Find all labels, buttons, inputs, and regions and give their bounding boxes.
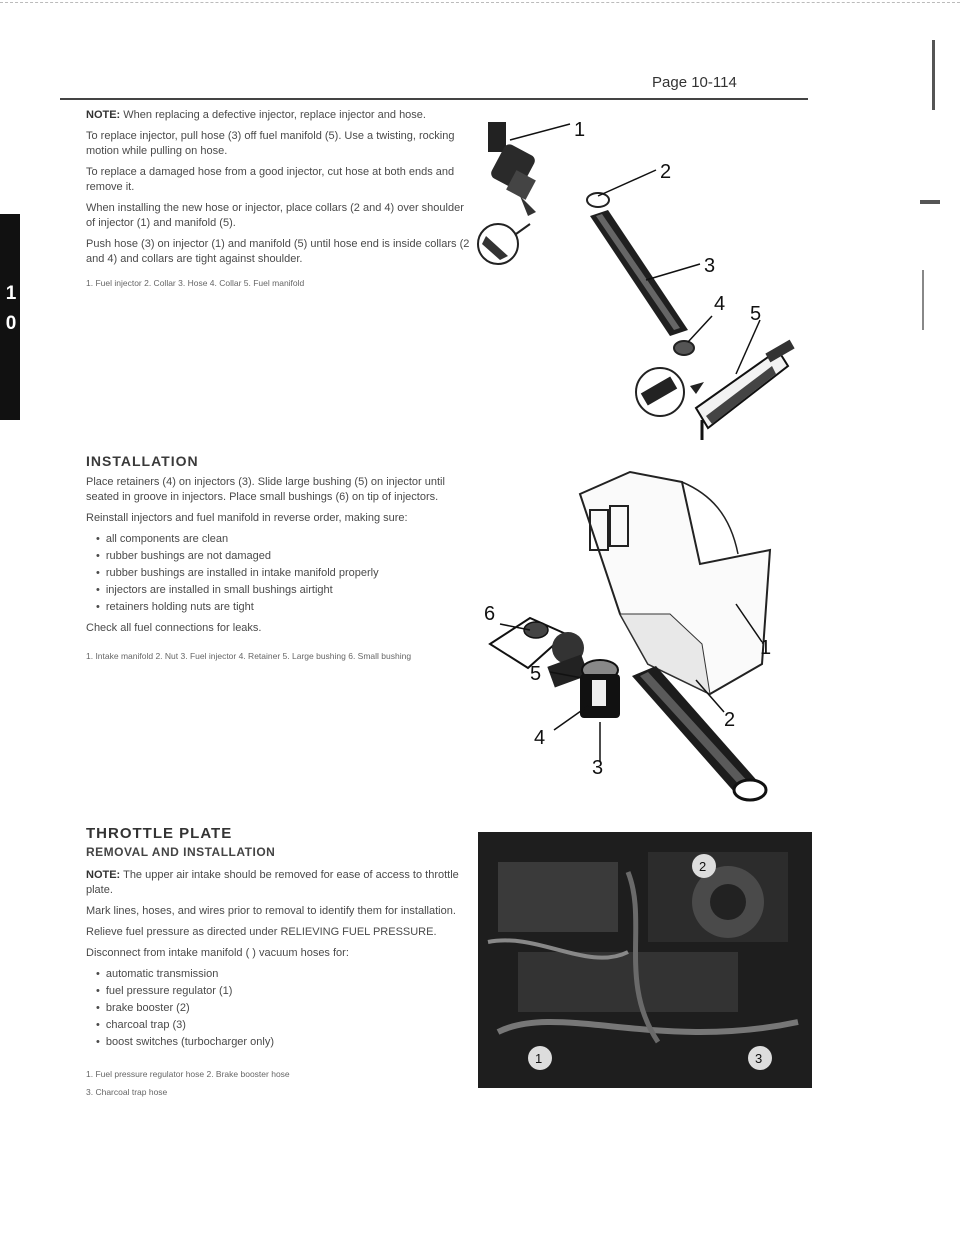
collar-detail-circle xyxy=(478,224,530,264)
callout-label: 2 xyxy=(699,859,707,874)
figure-caption: 1. Fuel injector 2. Collar 3. Hose 4. Collar 5. Fuel manifold xyxy=(86,278,305,288)
right-margin-mark xyxy=(922,270,924,330)
intake-manifold-illustration xyxy=(470,454,810,806)
figure-caption: 1. Intake manifold 2. Nut 3. Fuel injector 4. Retainer 5. Large bushing 6. Small bushing xyxy=(86,651,412,661)
callout-label: 2 xyxy=(724,709,736,731)
callout-label: 1 xyxy=(760,637,772,659)
header-rule xyxy=(60,98,808,100)
installation-text-block xyxy=(86,454,470,668)
paragraph: Mark lines, hoses, and wires prior to removal to identify them for installation. xyxy=(86,905,456,917)
hose-drawing xyxy=(590,210,688,336)
paragraph: Disconnect from intake manifold ( ) vacuum hoses for: xyxy=(86,947,349,959)
throttle-note xyxy=(86,868,470,898)
right-margin-mark xyxy=(920,200,940,204)
bullet-list xyxy=(86,532,470,615)
paragraph: Push hose (3) on injector (1) and manifold (5) until hose end is inside collars (2 and 4) and collars are tight against shoulder. xyxy=(86,238,470,265)
fuel-injector-drawing xyxy=(488,122,537,216)
list-item: • automatic transmission xyxy=(96,967,470,982)
callout-label: 1 xyxy=(535,1051,543,1066)
paragraph: Place retainers (4) on injectors (3). Slide large bushing (5) on injector until seated in groove in injectors. Place small bushings (6) on tip of injectors. xyxy=(86,476,445,503)
paragraph: To replace a damaged hose from a good injector, cut hose at both ends and remove it. xyxy=(86,166,455,193)
collar-drawing xyxy=(674,341,694,355)
list-item: • boost switches (turbocharger only) xyxy=(96,1035,470,1050)
callout-label: 5 xyxy=(530,663,542,685)
injector-text-block xyxy=(86,108,470,295)
paragraph: To replace injector, pull hose (3) off fuel manifold (5). Use a twisting, rocking motion while pulling on hose. xyxy=(86,130,455,157)
throttle-text-block xyxy=(86,826,470,1104)
note-text: When replacing a defective injector, replace injector and hose. xyxy=(123,109,426,121)
callout-label: 4 xyxy=(714,293,726,315)
callout-label: 6 xyxy=(484,603,496,625)
callout-label: 1 xyxy=(574,119,586,141)
figure-caption: 1. Fuel pressure regulator hose 2. Brake booster hose xyxy=(86,1069,290,1079)
bullet-list xyxy=(86,967,470,1050)
injector-hose-illustration xyxy=(470,104,810,444)
list-item: • injectors are installed in small bushings airtight xyxy=(96,583,470,598)
manifold-detail-circle xyxy=(636,368,704,416)
section-heading: THROTTLE PLATE xyxy=(86,825,233,842)
section-heading: INSTALLATION xyxy=(86,453,199,469)
callout-label: 3 xyxy=(592,757,604,779)
engine-photo xyxy=(478,832,812,1088)
callout-label: 3 xyxy=(704,255,716,277)
list-item: • brake booster (2) xyxy=(96,1001,470,1016)
list-item: • all components are clean xyxy=(96,532,470,547)
scan-edge-line xyxy=(0,2,960,3)
callout-label: 4 xyxy=(534,727,546,749)
page-number: Page 10-114 xyxy=(652,74,737,91)
callout-label: 2 xyxy=(660,161,672,183)
list-item: • rubber bushings are not damaged xyxy=(96,549,470,564)
paragraph: Check all fuel connections for leaks. xyxy=(86,622,262,634)
injector-note xyxy=(86,108,470,123)
list-item: • charcoal trap (3) xyxy=(96,1018,470,1033)
section-tab xyxy=(0,214,20,420)
list-item: • fuel pressure regulator (1) xyxy=(96,984,470,999)
collar-drawing xyxy=(587,193,609,207)
paragraph: When installing the new hose or injector, place collars (2 and 4) over shoulder of injector (1) and manifold (5). xyxy=(86,202,464,229)
list-item: • retainers holding nuts are tight xyxy=(96,600,470,615)
right-margin-bar xyxy=(932,40,935,110)
section-tab-digit: 0 xyxy=(5,313,17,334)
callout-label: 5 xyxy=(750,303,762,325)
callout-label: 3 xyxy=(755,1051,763,1066)
note-label: NOTE: xyxy=(86,109,121,121)
section-tab-digit: 1 xyxy=(5,283,17,304)
paragraph: Relieve fuel pressure as directed under RELIEVING FUEL PRESSURE. xyxy=(86,926,437,938)
fuel-injector-drawing xyxy=(580,674,620,718)
figure-caption: 3. Charcoal trap hose xyxy=(86,1087,168,1097)
list-item: • rubber bushings are installed in intake manifold properly xyxy=(96,566,470,581)
note-label: NOTE: xyxy=(86,869,121,881)
paragraph: Reinstall injectors and fuel manifold in reverse order, making sure: xyxy=(86,512,408,524)
section-subheading: REMOVAL AND INSTALLATION xyxy=(86,845,276,859)
note-text: The upper air intake should be removed for ease of access to throttle plate. xyxy=(86,869,459,896)
